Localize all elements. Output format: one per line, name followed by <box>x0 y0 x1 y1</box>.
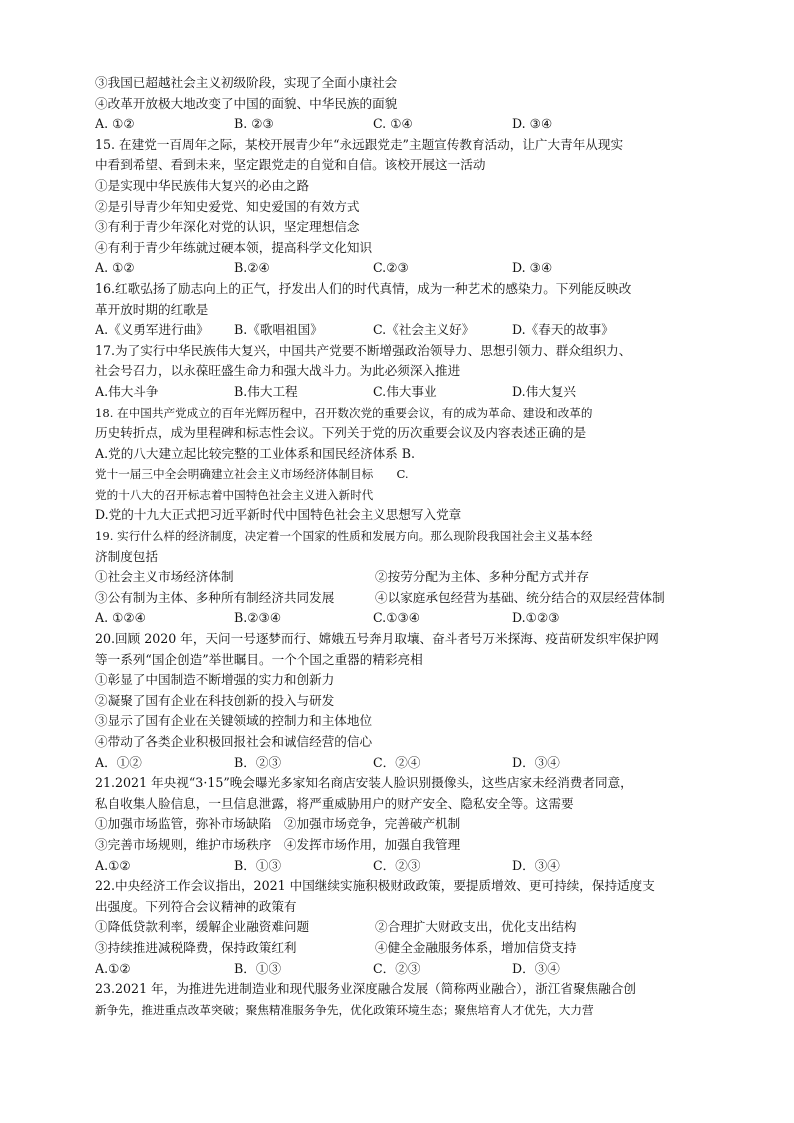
text-line: 等一系列“国企创造”举世瞩目。一个个国之重器的精彩亮相 <box>95 651 423 667</box>
answer-option: ③公有制为主体、多种所有制经济共同发展 <box>95 589 335 605</box>
answer-options-row <box>95 753 700 774</box>
answer-option: C.伟大事业 <box>373 383 437 399</box>
text-line: 23.2021 年，为推进先进制造业和现代服务业深度融合发展（简称两业融合），浙江省聚焦融合创 <box>95 981 636 997</box>
text-line: 22.中央经济工作会议指出，2021 中国继续实施积极财政政策，要提质增效、更可持续，保持适度支 <box>95 878 655 894</box>
answer-options-row <box>95 567 700 588</box>
answer-options-row <box>95 856 700 877</box>
answer-option: ④以家庭承包经营为基础、统分结合的双层经营体制 <box>375 589 665 605</box>
text-line: 中看到希望、看到未来，坚定跟党走的自觉和自信。该校开展这一活动 <box>95 157 486 173</box>
answer-option: D.伟大复兴 <box>512 383 577 399</box>
answer-option: A. ①②④ <box>95 610 146 626</box>
text-line: D.党的十九大正式把习近平新时代中国特色社会主义思想写入党章 <box>95 507 462 523</box>
text-line: A.党的八大建立起比较完整的工业体系和国民经济体系 B. <box>95 445 416 461</box>
answer-option: ②按劳分配为主体、多种分配方式并存 <box>375 569 590 585</box>
answer-option: A.《义勇军进行曲》 <box>95 322 209 338</box>
answer-option: ①降低贷款利率，缓解企业融资难问题 <box>95 919 310 935</box>
answer-option: C.①③④ <box>373 610 421 626</box>
answer-option: B．①③ <box>234 857 282 873</box>
answer-option: D．③④ <box>512 754 560 770</box>
answer-option: A. ①② <box>95 116 135 132</box>
text-line: ②是引导青少年知史爱党、知史爱国的有效方式 <box>95 198 360 214</box>
answer-options-row <box>95 917 700 938</box>
text-line: 出强度。下列符合会议精神的政策有 <box>95 898 297 914</box>
answer-option: D．③④ <box>512 857 560 873</box>
answer-option: D．③④ <box>512 960 560 976</box>
answer-option: B.②③④ <box>234 610 282 626</box>
text-line: ④带动了各类企业积极回报社会和诚信经营的信心 <box>95 734 373 749</box>
answer-option: B.伟大工程 <box>234 383 298 399</box>
text-line: 19. 实行什么样的经济制度，决定着一个国家的性质和发展方向。那么现阶段我国社会主义基本经 <box>95 529 593 544</box>
answer-option: A．①② <box>95 754 142 770</box>
answer-option: C．②③ <box>373 857 421 873</box>
text-line: 济制度包括 <box>95 548 158 564</box>
answer-option: ①社会主义市场经济体制 <box>95 569 234 585</box>
answer-options-row <box>95 938 700 959</box>
answer-option: C. ①④ <box>373 116 413 132</box>
answer-option: C．②④ <box>373 754 421 770</box>
answer-option: A.①② <box>95 857 131 873</box>
answer-options-row <box>95 608 700 629</box>
text-line: 历史转折点，成为里程碑和标志性会议。下列关于党的历次重要会议及内容表述正确的是 <box>95 425 587 441</box>
answer-option: B．①③ <box>234 960 282 976</box>
answer-options-row <box>95 382 700 403</box>
text-line: 新争先，推进重点改革突破；聚焦精准服务争先，优化政策环境生态；聚焦培育人才优先，大力营 <box>95 1002 594 1017</box>
answer-option: ③持续推进减税降费，保持政策红利 <box>95 939 297 955</box>
text-line: ①加强市场监管，弥补市场缺陷 ②加强市场竞争，完善破产机制 <box>95 816 461 832</box>
answer-options-row <box>95 114 700 135</box>
answer-option: D. ③④ <box>512 260 553 276</box>
answer-option: A.伟大斗争 <box>95 383 159 399</box>
answer-option: B．②③ <box>234 754 282 770</box>
text-line: 21.2021 年央视“3·15”晚会曝光多家知名商店安装人脸识别摄像头，这些店家未经消费者同意， <box>95 775 633 791</box>
text-line: ①彰显了中国制造不断增强的实力和创新力 <box>95 672 335 688</box>
answer-options-row <box>95 588 700 609</box>
text-line: ③显示了国有企业在关键领域的控制力和主体地位 <box>95 713 373 729</box>
text-line: 20.回顾 2020 年，天问一号逐梦而行、嫦娥五号奔月取壤、奋斗者号万米探海、疫苗研发织牢保护网 <box>95 631 659 647</box>
text-line: 15. 在建党一百周年之际，某校开展青少年“永远跟党走”主题宣传教育活动，让广大青年从现实 <box>95 136 624 152</box>
text-line: ③完善市场规则，维护市场秩序 ④发挥市场作用，加强自我管理 <box>95 836 461 852</box>
answer-option: A.①② <box>95 960 131 976</box>
text-line: 私自收集人脸信息，一旦信息泄露，将严重威胁用户的财产安全、隐私安全等。这需要 <box>95 795 574 811</box>
answer-option: D. ③④ <box>512 116 553 132</box>
text-line: 党十一届三中全会明确建立社会主义市场经济体制目标 C. <box>95 467 409 482</box>
exam-page <box>95 73 700 1020</box>
answer-option: B. ②③ <box>234 116 274 132</box>
text-line: 党的十八大的召开标志着中国特色社会主义进入新时代 <box>95 487 374 502</box>
answer-option: ②合理扩大财政支出，优化支出结构 <box>375 919 577 935</box>
answer-option: C.《社会主义好》 <box>373 322 475 338</box>
answer-option: C.②③ <box>373 260 409 276</box>
answer-option: A. ①② <box>95 260 135 276</box>
text-line: ④改革开放极大地改变了中国的面貌、中华民族的面貌 <box>95 95 398 111</box>
text-line: 社会号召力，以永葆旺盛生命力和强大战斗力。为此必须深入推进 <box>95 363 461 379</box>
text-line: 革开放时期的红歌是 <box>95 301 209 317</box>
text-line: 17.为了实行中华民族伟大复兴，中国共产党要不断增强政治领导力、思想引领力、群众组织力、 <box>95 342 632 358</box>
text-line: ②凝聚了国有企业在科技创新的投入与研发 <box>95 692 335 708</box>
text-line: ③有利于青少年深化对党的认识，坚定理想信念 <box>95 219 360 235</box>
answer-options-row <box>95 320 700 341</box>
text-line: ④有利于青少年练就过硬本领，提高科学文化知识 <box>95 239 373 255</box>
answer-option: B.《歌唱祖国》 <box>234 322 323 338</box>
answer-option: D.《春天的故事》 <box>512 322 614 338</box>
text-line: 18. 在中国共产党成立的百年光辉历程中，召开数次党的重要会议，有的成为革命、建设和改革的 <box>95 405 593 420</box>
text-line: ①是实现中华民族伟大复兴的必由之路 <box>95 177 310 193</box>
answer-option: D.①②③ <box>512 610 560 626</box>
answer-option: B.②④ <box>234 260 270 276</box>
text-line: 16.红歌弘扬了励志向上的正气，抒发出人们的时代真情，成为一种艺术的感染力。下列能反映改 <box>95 280 632 296</box>
answer-options-row <box>95 959 700 980</box>
answer-options-row <box>95 258 700 279</box>
text-line: ③我国已超越社会主义初级阶段，实现了全面小康社会 <box>95 75 398 90</box>
answer-option: C．②③ <box>373 960 421 976</box>
answer-option: ④健全金融服务体系，增加信贷支持 <box>375 939 577 955</box>
